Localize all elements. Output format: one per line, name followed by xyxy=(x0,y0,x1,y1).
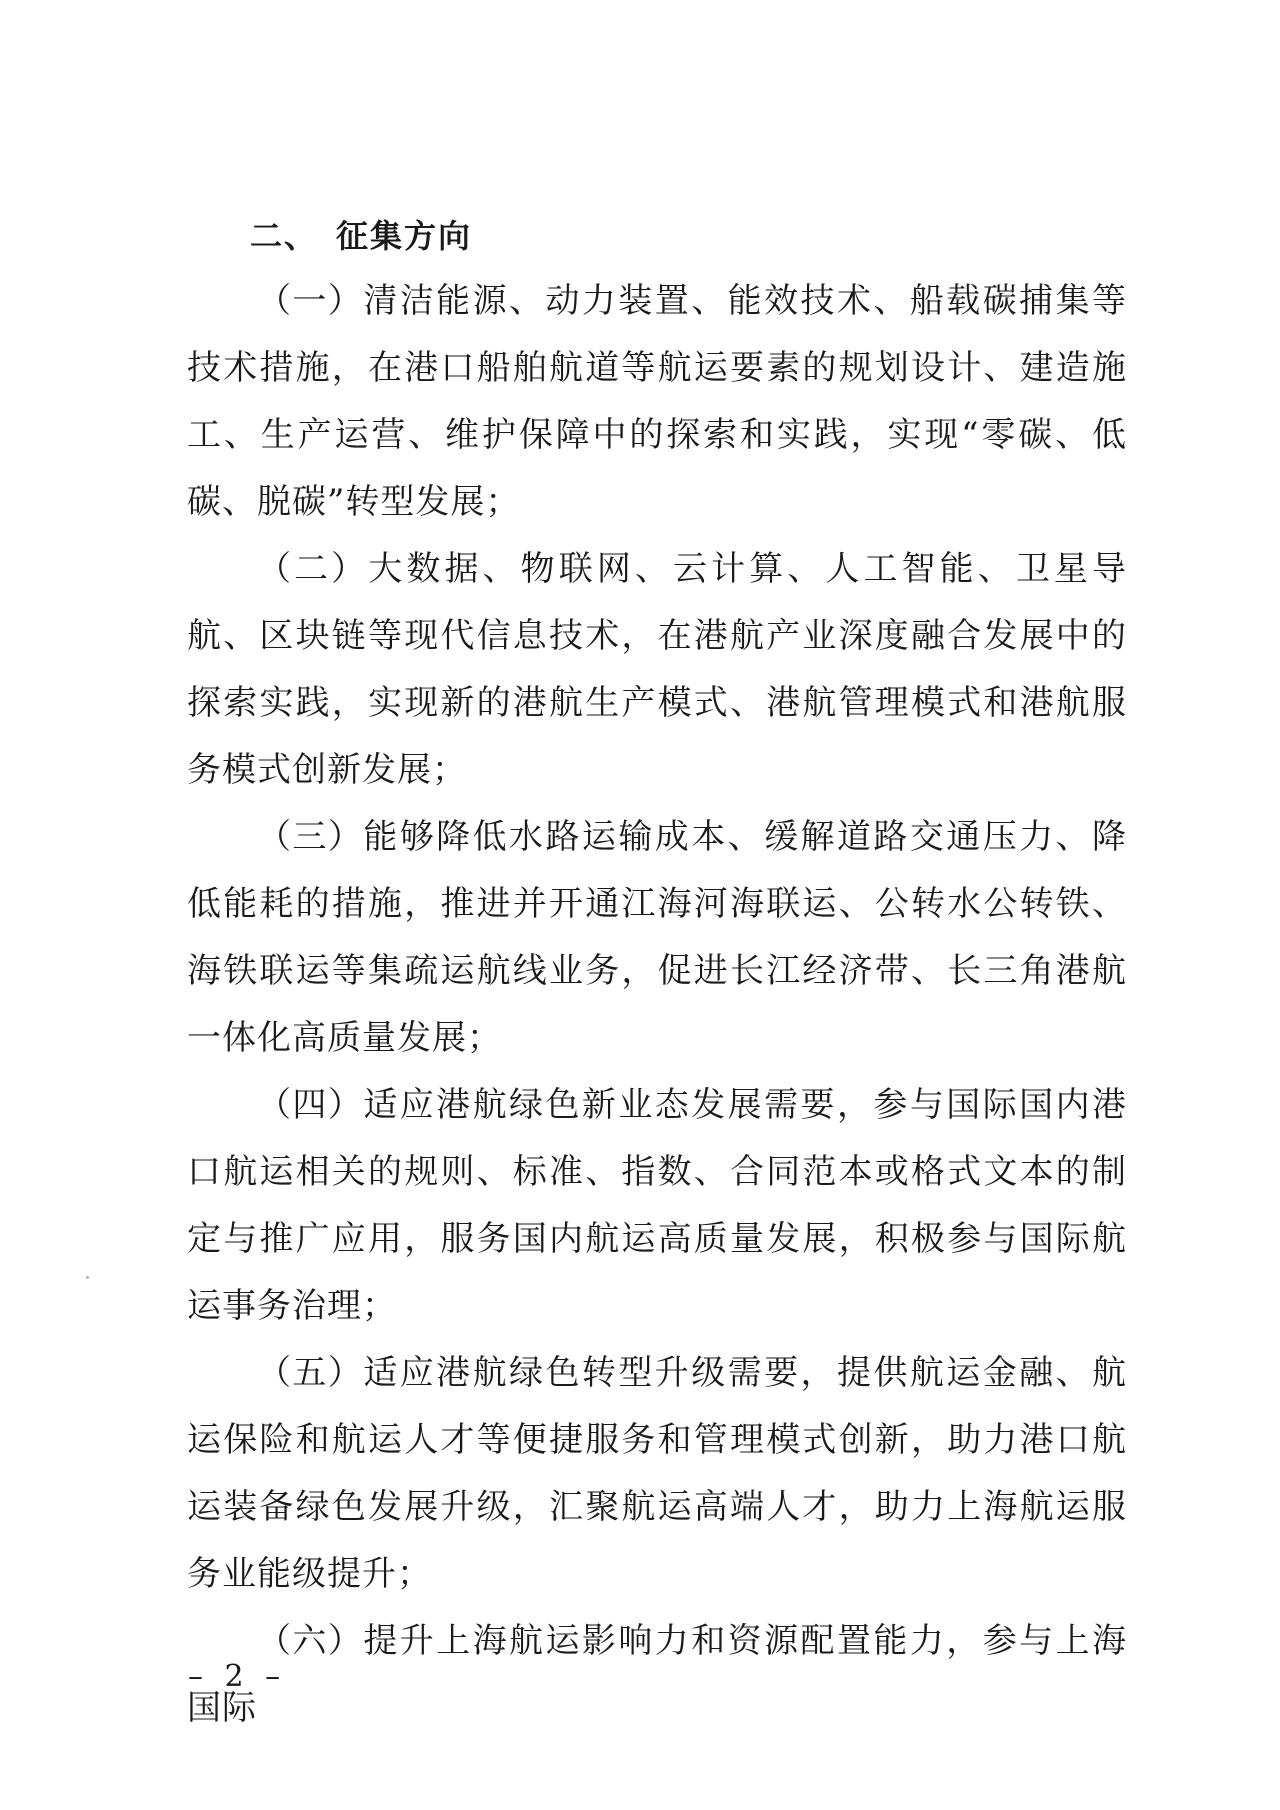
item-text: 提升上海航运影响力和资源配置能力，参与上海国际 xyxy=(187,1621,1128,1728)
paragraph-item-6 xyxy=(187,1608,1127,1742)
item-text: 大数据、物联网、云计算、人工智能、卫星导航、区块链等现代信息技术，在港航产业深度融合发展中的探索实践，实现新的港航生产模式、港航管理模式和港航服务模式创新发展； xyxy=(187,549,1128,790)
paragraph-item-1 xyxy=(187,268,1127,536)
item-marker: （三） xyxy=(257,817,364,857)
item-marker: （四） xyxy=(257,1085,364,1125)
paragraph-item-3 xyxy=(187,804,1127,1072)
paragraph-item-5 xyxy=(187,1340,1127,1608)
page-number: – 2 – xyxy=(188,1659,287,1694)
item-text: 能够降低水路运输成本、缓解道路交通压力、降低能耗的措施，推进并开通江海河海联运、公转水公转铁、海铁联运等集疏运航线业务，促进长江经济带、长三角港航一体化高质量发展； xyxy=(187,817,1128,1058)
section-number: 二、 xyxy=(250,217,319,255)
item-marker: （二） xyxy=(257,549,369,589)
item-marker: （五） xyxy=(257,1353,364,1393)
paragraph-item-4 xyxy=(187,1072,1127,1340)
item-marker: （一） xyxy=(257,281,364,321)
item-marker: （六） xyxy=(257,1621,364,1661)
item-text: 适应港航绿色转型升级需要，提供航运金融、航运保险和航运人才等便捷服务和管理模式创新，助力港口航运装备绿色发展升级，汇聚航运高端人才，助力上海航运服务业能级提升； xyxy=(187,1353,1128,1594)
paragraph-item-2 xyxy=(187,536,1127,804)
section-title: 征集方向 xyxy=(336,217,473,255)
section-body xyxy=(187,268,1127,1742)
item-text: 适应港航绿色新业态发展需要，参与国际国内港口航运相关的规则、标准、指数、合同范本或格式文本的制定与推广应用，服务国内航运高质量发展，积极参与国际航运事务治理； xyxy=(187,1085,1128,1326)
item-text: 清洁能源、动力装置、能效技术、船载碳捕集等技术措施，在港口船舶航道等航运要素的规划设计、建造施工、生产运营、维护保障中的探索和实践，实现“零碳、低碳、脱碳”转型发展； xyxy=(187,281,1128,522)
scan-speck xyxy=(86,1276,89,1279)
section-heading xyxy=(250,212,472,260)
